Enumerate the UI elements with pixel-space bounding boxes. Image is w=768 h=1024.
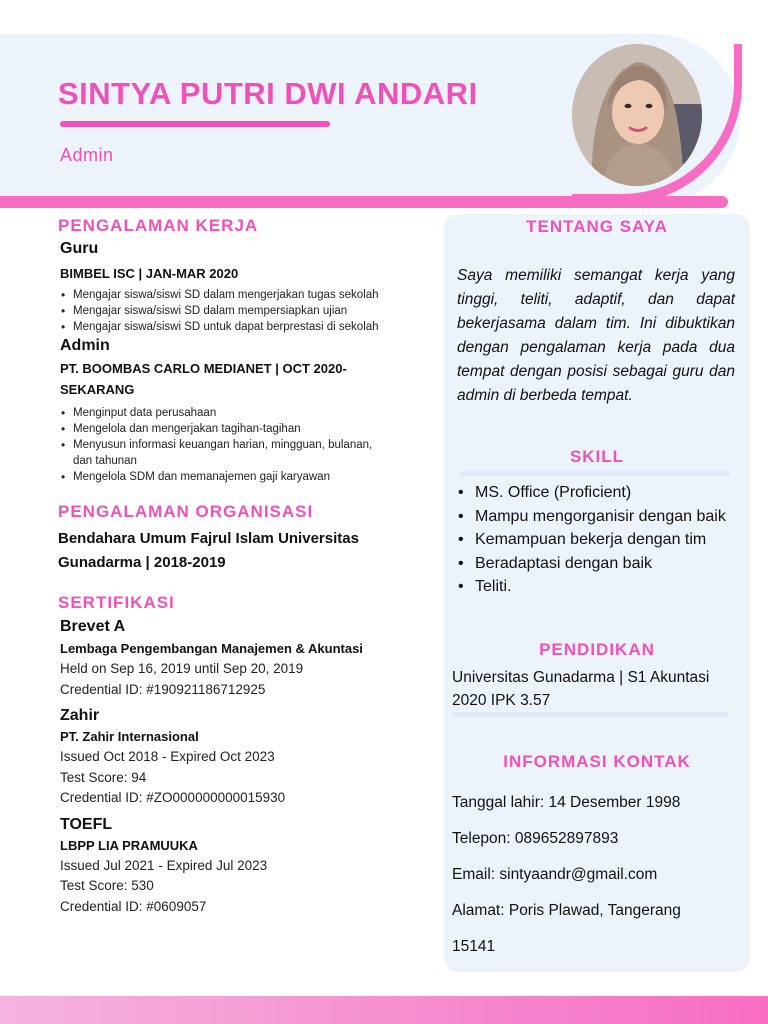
contact-heading: INFORMASI KONTAK: [503, 752, 691, 771]
skill-item: • Mampu mengorganisir dengan baik: [475, 505, 735, 529]
certificate-title: TOEFL: [60, 815, 113, 833]
name-underline: [60, 121, 330, 127]
skill-list: [457, 481, 747, 599]
contact-address: Alamat: Poris Plawad, Tangerang: [452, 902, 681, 919]
certificate-detail: Credential ID: #190921186712925: [60, 681, 266, 697]
job-organization: BIMBEL ISC | JAN-MAR 2020: [60, 266, 239, 281]
education-divider: [452, 712, 728, 717]
footer-gradient-bar: [0, 996, 768, 1024]
certificate-title: Zahir: [60, 707, 100, 724]
certificate-issuer: Lembaga Pengembangan Manajemen & Akuntasi: [60, 641, 363, 656]
certificate-detail: Test Score: 94: [60, 769, 147, 785]
certificate-detail: Held on Sep 16, 2019 until Sep 20, 2019: [60, 661, 304, 676]
certification-heading: SERTIFIKASI: [58, 593, 175, 612]
certificate-detail: Issued Oct 2018 - Expired Oct 2023: [60, 749, 275, 764]
skill-item: • Beradaptasi dengan baik: [475, 552, 747, 576]
skill-divider: [460, 471, 730, 476]
certificate-detail: Credential ID: #ZO000000000015930: [60, 790, 286, 805]
job-duty: • Menginput data perusahaan: [73, 405, 428, 421]
job-duty: • Mengajar siswa/siswi SD dalam mempersiapkan ujian: [73, 303, 428, 319]
job-duty: • Menyusun informasi keuangan harian, mingguan, bulanan, dan tahunan: [73, 437, 373, 469]
contact-email: Email: sintyaandr@gmail.com: [452, 866, 658, 883]
job-duties: [58, 405, 428, 485]
skill-item: • MS. Office (Proficient): [475, 481, 747, 505]
education-year-gpa: 2020 IPK 3.57: [452, 692, 551, 709]
job-entry: [58, 337, 428, 485]
organization-entry: Bendahara Umum Fajrul Islam Universitas Gunadarma | 2018-2019: [58, 530, 359, 571]
job-duty: • Mengelola SDM dan memanajemen gaji karyawan: [73, 469, 428, 485]
contact-phone: Telepon: 089652897893: [452, 830, 619, 847]
profile-photo: [572, 44, 702, 186]
job-duty: • Mengajar siswa/siswi SD dalam mengerjakan tugas sekolah: [73, 287, 428, 303]
job-title: Admin: [60, 337, 110, 354]
job-organization: PT. BOOMBAS CARLO MEDIANET | OCT 2020-SEKARANG: [60, 361, 347, 397]
contact-info: [452, 790, 748, 970]
certificate-title: Brevet A: [60, 618, 126, 635]
about-text: Saya memiliki semangat kerja yang tinggi, teliti, adaptif, dan dapat bekerjasama dalam tim. Ini dibuktikan dengan pengalaman kerja pada dua tempat dengan posisi sebagai guru dan admin di berbeda tempat.: [457, 267, 735, 404]
job-duties: [58, 287, 428, 335]
job-duty: • Mengajar siswa/siswi SD untuk dapat berprestasi di sekolah: [73, 319, 428, 335]
organization-heading: PENGALAMAN ORGANISASI: [58, 502, 314, 521]
contact-birthdate: Tanggal lahir: 14 Desember 1998: [452, 794, 681, 811]
candidate-name: SINTYA PUTRI DWI ANDARI: [58, 76, 478, 111]
job-entry: [58, 240, 428, 335]
left-column: [58, 216, 428, 917]
education-heading: PENDIDIKAN: [539, 640, 655, 659]
about-heading: TENTANG SAYA: [526, 217, 668, 236]
certificate-entry: [60, 618, 428, 700]
education-entry: [452, 666, 748, 712]
job-title: Guru: [60, 240, 99, 257]
certificate-entry: [60, 816, 428, 918]
contact-postal-code: 15141: [452, 938, 496, 955]
skill-item: • Kemampuan bekerja dengan tim: [475, 528, 747, 552]
skill-item: • Teliti.: [475, 575, 747, 599]
certificate-detail: Credential ID: #0609057: [60, 898, 207, 914]
skill-heading: SKILL: [569, 447, 625, 466]
certificate-issuer: LBPP LIA PRAMUUKA: [60, 837, 198, 853]
education-institution: Universitas Gunadarma | S1 Akuntasi: [452, 669, 710, 686]
certificate-detail: Test Score: 530: [60, 878, 154, 893]
certificate-entry: [60, 707, 428, 809]
experience-heading: PENGALAMAN KERJA: [58, 216, 259, 235]
job-duty: • Mengelola dan mengerjakan tagihan-tagihan: [73, 421, 428, 437]
candidate-role: Admin: [60, 145, 114, 165]
profile-photo-illustration: [572, 44, 702, 186]
certificate-issuer: PT. Zahir Internasional: [60, 729, 199, 744]
certificate-detail: Issued Jul 2021 - Expired Jul 2023: [60, 857, 268, 873]
